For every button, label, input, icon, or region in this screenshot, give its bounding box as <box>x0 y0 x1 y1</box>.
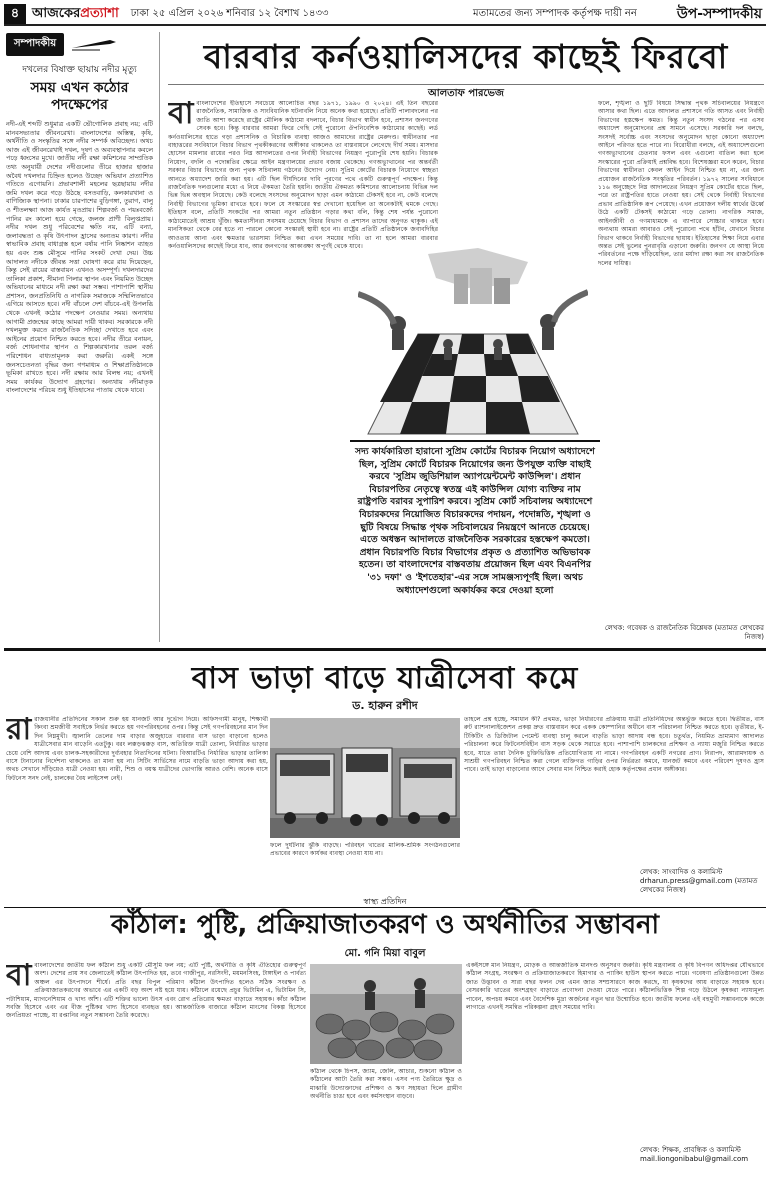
pen-icon <box>70 36 118 52</box>
bus-article-body-1-text: রাজধানীর প্রতিদিনের সকাল শুরু হয় যানজট আর দুর্ভোগ দিয়ে। অফিসগামী মানুষ, শিক্ষার্থী কিংবা শ্রমজীবী সবাইকে নির্ভর করতে হয় গণপরিবহনের ওপর। কিন্তু সেই গণপরিবহনের মান দিন দিন নিম্নমুখী। জ্বালানি তেলের দাম বাড়ার অজুহাতে বারবার বাস ভাড়া বাড়ানো হলেও যাত্রীসেবার মান বাড়েনি এতটুকু। বরং লক্কড়ঝক্কড় বাস, অতিরিক্ত যাত্রী তোলা, নির্ধারিত ভাড়ার চেয়ে বেশি আদায় এবং চালক-সহকারীদের দুর্ব্যবহার নিত্যদিনের ঘটনা। বিআরটিএ নির্ধারিত ভাড়ার তালিকা বাসে টানানোর নির্দেশনা থাকলেও তা মানা হয় না। সিটিং সার্ভিসের নামে বাড়তি ভাড়া আদায় করা হয়, অথচ সেখানে দাঁড়িয়েও যাত্রী নেওয়া হয়। নারী, শিশু ও বয়স্ক যাত্রীদের ভোগান্তি আরও বেশি। অনেক বাসে ফিটনেস সনদ নেই, চালকের বৈধ লাইসেন্স নেই। <box>6 716 268 782</box>
jackfruit-author-note: লেখক: শিক্ষক, প্রাবন্ধিক ও কলামিস্ট mail.liongonibabul@gmail.com <box>640 1146 749 1163</box>
article-byline: আলতাফ পারভেজ <box>428 88 504 99</box>
jackfruit-market-photo <box>310 964 462 1064</box>
editorial-column <box>6 32 160 642</box>
bus-article-body-2: তাহলে প্রশ্ন হচ্ছে, সমাধান কী? প্রথমত, ভাড়া নির্ধারণের প্রক্রিয়ায় যাত্রী প্রতিনিধিদের অন্তর্ভুক্ত করতে হবে। দ্বিতীয়ত, বাস রুট র‌্যাশনালাইজেশন প্রকল্প দ্রুত বাস্তবায়ন করে একক কোম্পানির অধীনে বাস পরিচালনা নিশ্চিত করতে হবে। তৃতীয়ত, ই-টিকিটিং ও ডিজিটাল পেমেন্ট ব্যবস্থা চালু করলে বাড়তি ভাড়া আদায় বন্ধ হবে। চতুর্থত, নিয়মিত ভ্রাম্যমাণ আদালত পরিচালনা করে ফিটনেসবিহীন বাস সড়ক থেকে সরাতে হবে। পাশাপাশি চালকদের প্রশিক্ষণ ও ন্যায্য মজুরি নিশ্চিত করতে হবে, যাতে তারা দৈনিক চুক্তিভিত্তিক প্রতিযোগিতায় না নামে। গণপরিবহন একটি নগরের প্রাণ। নিরাপদ, আরামদায়ক ও সাশ্রয়ী গণপরিবহন নিশ্চিত করা গেলে ব্যক্তিগত গাড়ির ওপর নির্ভরতা কমবে, যানজট কমবে এবং পরিবেশ দূষণও হ্রাস পাবে। তাই ভাড়া বাড়ানোর আগে সেবার মান নিশ্চিত করাই হোক কর্তৃপক্ষের প্রধান অঙ্গীকার। <box>464 716 764 774</box>
editorial-body: নদী-এই শব্দটি শুধুমাত্র একটি ভৌগোলিক প্রবাহ নয়; এটি মানবসভ্যতার জীবনরেখা। বাংলাদেশের অস্তিত্ব, কৃষি, অর্থনীতি ও সংস্কৃতির সঙ্গে নদীর সম্পর্ক অবিচ্ছেদ্য। অথচ আজ এই জীবনরেখাই দখল, দূষণ ও অব্যবস্থাপনার কবলে পড়ে ধ্বংসের মুখে। জাতীয় নদী রক্ষা কমিশনের সাম্প্রতিক তথ্য অনুযায়ী দেশের নদীগুলোর তীরে হাজার হাজার অবৈধ দখলদার চিহ্নিত হলেও উচ্ছেদ অভিযান প্রত্যাশিত গতিতে এগোয়নি। প্রভাবশালী মহলের ছত্রছায়ায় নদীর জমি দখল করে গড়ে উঠছে বসতবাড়ি, কলকারখানা ও বাণিজ্যিক স্থাপনা। ঢাকার চারপাশের বুড়িগঙ্গা, তুরাগ, বালু ও শীতলক্ষ্যা আজ কার্যত মৃতপ্রায়। শিল্পবর্জ্য ও পয়ঃবর্জ্যে পানির রং কালো হয়ে গেছে, জলজ প্রাণী বিলুপ্তপ্রায়। নদীর দখল শুধু পরিবেশের ক্ষতি নয়, এটি বন্যা, জলাবদ্ধতা ও কৃষি উৎপাদন হ্রাসের অন্যতম কারণ। নদীর স্বাভাবিক প্রবাহ বাধাগ্রস্ত হলে বর্ষায় পানি নিষ্কাশন ব্যাহত হয় এবং শুষ্ক মৌসুমে পানির সংকট দেখা দেয়। উচ্চ আদালত নদীকে জীবন্ত সত্তা ঘোষণা করে রায় দিয়েছেন, কিন্তু সেই রায়ের বাস্তবায়ন এখনও অসম্পূর্ণ। দখলদারদের তালিকা প্রকাশ, সীমানা পিলার স্থাপন এবং নিয়মিত উচ্ছেদ অভিযানের মাধ্যমে নদী রক্ষা করা সম্ভব। পাশাপাশি স্থানীয় প্রশাসন, জনপ্রতিনিধি ও নাগরিক সমাজকে সম্মিলিতভাবে এগিয়ে আসতে হবে। নদী বাঁচলে দেশ বাঁচবে-এই উপলব্ধি থেকে এখনই কঠোর পদক্ষেপ নেওয়ার সময়। অন্যথায় আগামী প্রজন্মের কাছে আমরা দায়ী থাকব। সরকারকে নদী দখলমুক্ত করতে রাজনৈতিক সদিচ্ছা দেখাতে হবে এবং আইনের প্রয়োগ নিশ্চিত করতে হবে। নদীর তীরে বনায়ন, বর্জ্য শোধনাগার স্থাপন ও শিল্পকারখানার তরল বর্জ্য পরিশোধন বাধ্যতামূলক করা জরুরি। একই সঙ্গে জনসচেতনতা বৃদ্ধির জন্য গণমাধ্যম ও শিক্ষাপ্রতিষ্ঠানকে ভূমিকা রাখতে হবে। নদী রক্ষায় আর বিলম্ব নয়; এখনই সময় কার্যকর উদ্যোগ গ্রহণের। অন্যথায় নদীমাতৃক বাংলাদেশের পরিচয় শুধু ইতিহাসের পাতায় থেকে যাবে। <box>6 120 153 395</box>
editorial-headline: সময় এখন কঠোর পদক্ষেপের <box>30 80 129 113</box>
jackfruit-article-title: কাঁঠাল: পুষ্টি, প্রক্রিয়াজাতকরণ ও অর্থনীতির সম্ভাবনা <box>110 910 660 940</box>
masthead <box>4 4 766 26</box>
article-title: বারবার কর্নওয়ালিসদের কাছেই ফিরবো <box>203 37 729 76</box>
bus-article-title: বাস ভাড়া বাড়ে যাত্রীসেবা কমে <box>191 661 579 696</box>
bus-article-body-under-photo: ফলে দুর্ঘটনার ঝুঁকি বাড়ছে। পরিবহন খাতের মালিক-শ্রমিক সংগঠনগুলোর প্রভাবের কারণে কার্যকর ব্যবস্থা নেওয়া যায় না। <box>270 842 460 858</box>
author-note: লেখক: গবেষক ও রাজনৈতিক বিশ্লেষক (মতামত লেখকের নিজস্ব) <box>604 624 764 641</box>
jackfruit-article-body-1 <box>6 962 306 1186</box>
section-tag: স্বাস্থ্য প্রতিদিন <box>363 897 407 906</box>
kicker-label: সম্পাদকীয় <box>6 33 64 56</box>
bus-author-note: লেখক: সাংবাদিক ও কলামিস্ট drharun.press@gmail.com (মতামত লেখকের নিজস্ব) <box>640 868 758 894</box>
dropcap: বা <box>6 962 32 993</box>
section-name: উপ-সম্পাদকীয় <box>676 6 762 22</box>
editorial-subhead: দখলের বিষাক্ত ছায়ায় নদীর মৃত্যু <box>22 65 137 75</box>
jackfruit-article-body-under-photo: কাঁঠাল থেকে চিপস, জ্যাম, জেলি, আচার, শুকনো কাঁঠাল ও কাঁঠালের আটা তৈরি করা সম্ভব। এসব পণ্য তৈরিতে ক্ষুদ্র ও মাঝারি উদ্যোক্তাদের প্রশিক্ষণ ও ঋণ সহায়তা দিলে গ্রামীণ অর্থনীতি চাঙা হবে এবং কর্মসংস্থান বাড়বে। <box>310 1068 462 1101</box>
dropcap: রা <box>6 716 32 747</box>
dateline: ঢাকা ২৫ এপ্রিল ২০২৬ শনিবার ১২ বৈশাখ ১৪৩৩ <box>130 7 329 19</box>
bus-article-byline: ড. হারুন রশীদ <box>352 699 418 712</box>
section-divider <box>4 648 766 651</box>
article-body-right: ফলে, শৃঙ্খলা ও ছুটি বিষয়ে সিদ্ধান্ত পৃথক সচিবালয়ের নিয়ন্ত্রণে আসার কথা ছিল। এতে আদালত প্রশাসনে গতি আসত এবং নির্বাহী বিভাগের হস্তক্ষেপ কমত। কিন্তু নতুন সংসদ গঠনের পর এসব অধ্যাদেশ অনুমোদনের প্রশ্ন সামনে এসেছে। সরকারি দল বলছে, সংসদই সর্বোচ্চ এবং সংসদের অনুমোদন ছাড়া কোনো অধ্যাদেশ আইনে পরিণত হতে পারে না। বিরোধীরা বলছে, এই অধ্যাদেশগুলো গণঅভ্যুত্থানের চেতনার ফসল এবং এগুলো বাতিল করা হলে সংস্কারের পুরো প্রক্রিয়াই প্রশ্নবিদ্ধ হবে। বিশেষজ্ঞরা মনে করেন, বিচার বিভাগের স্বাধীনতা কেবল আইন দিয়ে নিশ্চিত হয় না, এর জন্য প্রয়োজন রাজনৈতিক সংস্কৃতির পরিবর্তন। ১৯৭২ সালের সংবিধানে ১১৬ অনুচ্ছেদে নিম্ন আদালতের নিয়ন্ত্রণ সুপ্রিম কোর্টের হাতে ছিল, পরে তা রাষ্ট্রপতির হাতে নেওয়া হয়। সেই থেকে নির্বাহী বিভাগের প্রভাব প্রাতিষ্ঠানিক রূপ পেয়েছে। এখন প্রয়োজন দলীয় স্বার্থের ঊর্ধ্বে উঠে একটি টেকসই কাঠামো গড়ে তোলা। নাগরিক সমাজ, আইনজীবী ও গণমাধ্যমকে এ ব্যাপারে সোচ্চার থাকতে হবে। অন্যথায় আমরা আবারও সেই পুরোনো পথে হাঁটব, যেখানে বিচার বিভাগ থাকবে নির্বাহী বিভাগের ছায়ায়। ইতিহাসের শিক্ষা নিয়ে এবার অন্তত সেই ভুলের পুনরাবৃত্তি এড়ানো জরুরি। জনগণ যে আস্থা নিয়ে পরিবর্তনের পক্ষে দাঁড়িয়েছিল, তার মর্যাদা রক্ষা করা সব রাজনৈতিক দলের দায়িত্ব। <box>598 100 764 267</box>
dropcap: বা <box>168 100 194 131</box>
jackfruit-article-byline: মো. গনি মিয়া বাবুল <box>344 948 426 959</box>
newspaper-name <box>32 4 119 25</box>
bus-article-body-1 <box>6 716 268 896</box>
article-body-left-text: বাংলাদেশের ইতিহাসে সবচেয়ে আলোচিত বছর ১৯৭১, ১৯৯০ ও ২০২৪। এই তিন বছরের রাজনৈতিক, সামাজিক ও সাংবিধানিক ঘটনাবলি নিয়ে অনেক কথা হয়েছে। প্রতিটি পালাবদলের পর জাতি আশা করেছে রাষ্ট্রের মৌলিক কাঠামো বদলাবে, বিচার বিভাগ স্বাধীন হবে, প্রশাসন জনগণের সেবক হবে। কিন্তু বারবার আমরা ফিরে গেছি সেই পুরোনো ঔপনিবেশিক কাঠামোর কাছেই। লর্ড কর্নওয়ালিসের হাতে গড়া প্রশাসনিক ও বিচারিক ব্যবস্থা আজও আমাদের রাষ্ট্রের মেরুদণ্ড। স্বাধীনতার পর বাহাত্তরের সংবিধানে বিচার বিভাগ পৃথকীকরণের অঙ্গীকার থাকলেও তা বাস্তবায়নে লেগেছে দীর্ঘ সময়। মাসদার হোসেন মামলার রায়ের পরও নিম্ন আদালতের ওপর নির্বাহী বিভাগের নিয়ন্ত্রণ পুরোপুরি শেষ হয়নি। বিচারক নিয়োগ, বদলি ও পদোন্নতির ক্ষেত্রে আইন মন্ত্রণালয়ের প্রভাব বজায় থেকেছে। গণঅভ্যুত্থানের পর অন্তর্বর্তী সরকার বিচার বিভাগের জন্য পৃথক সচিবালয় গঠনের উদ্যোগ নেয়। সুপ্রিম কোর্টের বিচারক নিয়োগে স্বচ্ছতা আনতে অধ্যাদেশ জারি করা হয়। এটি ছিল দীর্ঘদিনের দাবি পূরণের পথে একটি গুরুত্বপূর্ণ পদক্ষেপ। কিন্তু রাজনৈতিক দলগুলোর মধ্যে এ নিয়ে ঐকমত্য তৈরি হয়নি। জাতীয় ঐকমত্য কমিশনের আলোচনায় বিভিন্ন দল ভিন্ন ভিন্ন অবস্থান নিয়েছে। কেউ বলেছে সংসদের অনুমোদন ছাড়া এমন কাঠামো টেকসই হবে না, কেউ বলেছে নির্বাহী বিভাগের ভূমিকা রাখতে হবে। ফলে যে সংস্কারের স্বপ্ন দেখানো হয়েছিল তা অনেকটাই থমকে গেছে। ইতিহাস বলে, প্রতিটি সংকটের পর আমরা নতুন প্রতিষ্ঠান গড়ার কথা বলি, কিন্তু শেষ পর্যন্ত পুরোনো কাঠামোতেই আশ্রয় খুঁজি। ক্ষমতাসীনরা সবসময় চেয়েছে বিচার বিভাগ ও প্রশাসন তাদের অনুগত থাকুক। এই মানসিকতা থেকে বের হতে না পারলে কোনো সংস্কারই স্থায়ী হবে না। রাষ্ট্রের প্রতিটি প্রতিষ্ঠানকে জবাবদিহির আওতায় আনা এবং ক্ষমতার ভারসাম্য নিশ্চিত করা এখন সময়ের দাবি। তা না হলে আমরা বারবার কর্নওয়ালিসদের কাছেই ফিরে যাব, আর জনগণের আকাঙ্ক্ষা অপূর্ণই থেকে যাবে। <box>168 100 438 250</box>
disclaimer: মতামতের জন্য সম্পাদক কর্তৃপক্ষ দায়ী নন <box>473 7 637 19</box>
page-number: ৪ <box>4 4 26 24</box>
paper-name-prefix: আজকের <box>32 5 81 21</box>
pull-quote: সদ্য কার্যকারিতা হারানো সুপ্রিম কোর্টের বিচারক নিয়োগ অধ্যাদেশে ছিল, সুপ্রিম কোর্টে বিচারক নিয়োগের জন্য উপযুক্ত ব্যক্তি বাছাই করবে 'সুপ্রিম জুডিশিয়াল অ্যাপয়েন্টমেন্ট কাউন্সিল'। প্রধান বিচারপতির নেতৃত্বে স্বতন্ত্র এই কাউন্সিল যোগ্য ব্যক্তির নাম রাষ্ট্রপতি বরাবর সুপারিশ করবে। সুপ্রিম কোর্ট সচিবালয় অধ্যাদেশে বিচারকদের নিয়োজিত বিচারকদের পদায়ন, পদোন্নতি, শৃঙ্খলা ও ছুটি বিষয়ে সিদ্ধান্ত পৃথক সচিবালয়ের নিয়ন্ত্রণে আনতে চেয়েছে। এতে অধস্তন আদালতে রাজনৈতিক সরকারের হস্তক্ষেপ কমতো। প্রধান বিচারপতি বিচার বিভাগের প্রকৃত ও প্রত্যাশিত অভিভাবক হতেন। তা বাংলাদেশের বাস্তবতায় প্রয়োজন ছিল এবং বিএনপির '৩১ দফা' ও 'ইশতেহার'-এর সঙ্গে সামঞ্জস্যপূর্ণই ছিল। অথচ অধ্যাদেশগুলো অকার্যকর করে দেওয়া হলো <box>350 440 600 570</box>
chessboard-illustration <box>358 244 588 444</box>
kicker-box <box>6 32 153 56</box>
paper-name-accent: প্রত্যাশা <box>80 5 119 21</box>
jackfruit-article-body-2: একইসঙ্গে মান নিয়ন্ত্রণ, মোড়ক ও আন্তর্জাতিক মানদণ্ড অনুসরণ জরুরি। কৃষি মন্ত্রণালয় ও কৃষি বিপণন অধিদপ্তর যৌথভাবে কাঁঠাল সংগ্রহ, সংরক্ষণ ও প্রক্রিয়াজাতকরণে হিমাগার ও প্যাকিং হাউস স্থাপন করতে পারে। গবেষণা প্রতিষ্ঠানগুলো উন্নত জাত উদ্ভাবন ও সারা বছর ফলন দেয় এমন জাত সম্প্রসারণে কাজ করছে, যা কৃষকদের আয় বাড়াতে সহায়ক হবে। বেসরকারি খাতের অংশগ্রহণ বাড়াতে প্রণোদনা দেওয়া যেতে পারে। কাঁঠালভিত্তিক শিল্প গড়ে উঠলে কৃষকরা ন্যায্যমূল্য পাবেন, অপচয় কমবে এবং বৈদেশিক মুদ্রা অর্জনের নতুন দ্বার উন্মোচিত হবে। জাতীয় ফলের এই বহুমুখী সম্ভাবনাকে কাজে লাগাতে এখনই সমন্বিত পরিকল্পনা গ্রহণ সময়ের দাবি। <box>466 962 764 1012</box>
main-article <box>168 32 764 644</box>
bus-traffic-photo <box>270 718 460 838</box>
jackfruit-article-body-1-text: বাংলাদেশের জাতীয় ফল কাঁঠাল শুধু একটি মৌসুমি ফল নয়; এটি পুষ্টি, অর্থনীতি ও কৃষি ঐতিহ্যের গুরুত্বপূর্ণ অংশ। দেশের প্রায় সব জেলাতেই কাঁঠাল উৎপাদিত হয়, তবে গাজীপুর, নরসিংদী, ময়মনসিংহ, টাঙ্গাইল ও পার্বত্য অঞ্চল এর উৎপাদনে শীর্ষে। প্রতি বছর বিপুল পরিমাণ কাঁঠাল উৎপাদিত হলেও সঠিক সংরক্ষণ ও প্রক্রিয়াজাতকরণের অভাবে এর একটি বড় অংশ নষ্ট হয়ে যায়। কাঁঠালে রয়েছে প্রচুর ভিটামিন এ, ভিটামিন সি, পটাশিয়াম, ম্যাগনেশিয়াম ও খাদ্য আঁশ। এটি শক্তির ভালো উৎস এবং রোগ প্রতিরোধ ক্ষমতা বাড়াতে সহায়ক। কাঁচা কাঁঠাল সবজি হিসেবে এবং এর বীজ পুষ্টিকর খাদ্য হিসেবে ব্যবহৃত হয়। আন্তর্জাতিক বাজারে কাঁঠাল মাংসের বিকল্প হিসেবে জনপ্রিয়তা পাচ্ছে, যা রপ্তানির নতুন সম্ভাবনা তৈরি করেছে। <box>6 962 306 1020</box>
